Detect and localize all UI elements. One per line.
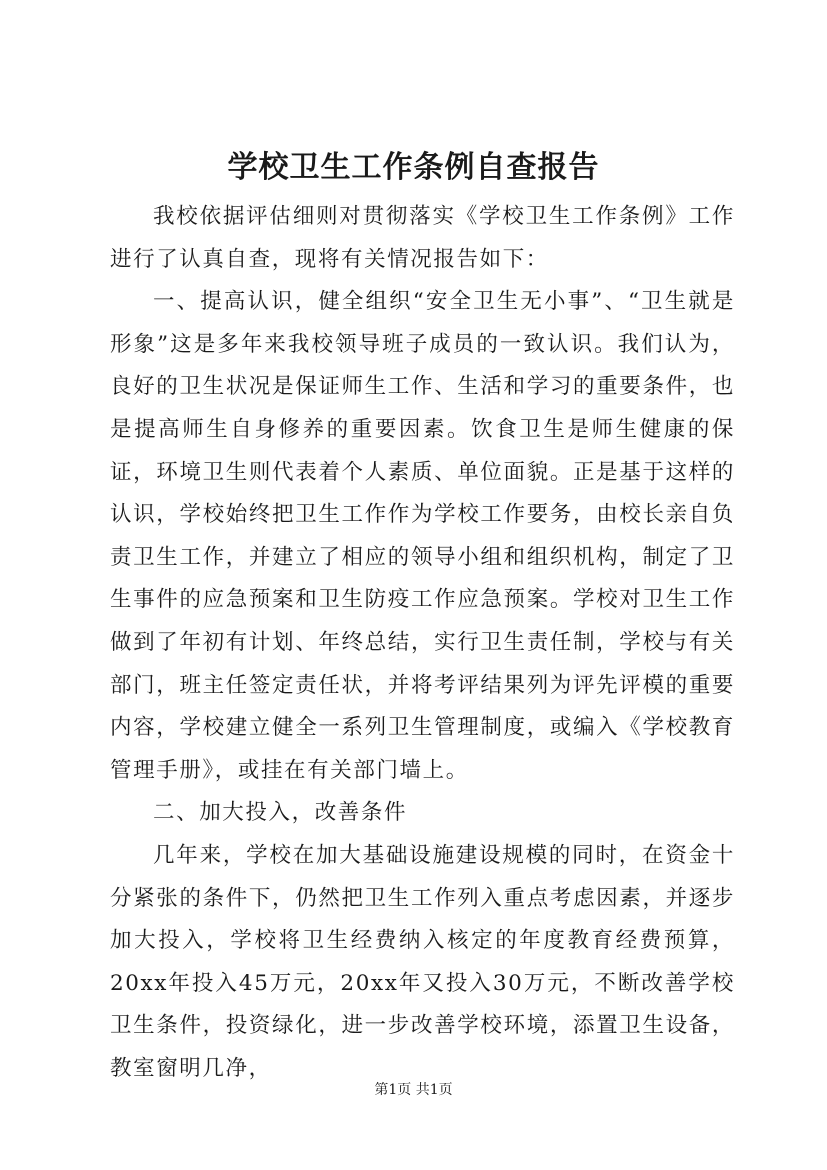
paragraph-intro: 我校依据评估细则对贯彻落实《学校卫生工作条例》工作进行了认真自查，现将有关情况报告如下：	[110, 204, 735, 272]
page-footer: 第1页 共1页	[374, 1082, 453, 1098]
document-body	[110, 196, 735, 1090]
paragraph-section-two-body: 几年来，学校在加大基础设施建设规模的同时，在资金十分紧张的条件下，仍然把卫生工作列入重点考虑因素，并逐步加大投入，学校将卫生经费纳入核定的年度教育经费预算，20xx年投入45万元，20xx年又投入30万元，不断改善学校卫生条件，投资绿化，进一步改善学校环境，添置卫生设备，教室窗明几净，	[110, 842, 735, 1081]
paragraph-section-two-heading: 二、加大投入，改善条件	[153, 800, 408, 826]
document-title: 学校卫生工作条例自查报告	[227, 150, 600, 185]
paragraph-section-one: 一、提高认识，健全组织“安全卫生无小事”、“卫生就是形象”这是多年来我校领导班子成员的一致认识。我们认为，良好的卫生状况是保证师生工作、生活和学习的重要条件，也是提高师生自身修养的重要因素。饮食卫生是师生健康的保证，环境卫生则代表着个人素质、单位面貌。正是基于这样的认识，学校始终把卫生工作作为学校工作要务，由校长亲自负责卫生工作，并建立了相应的领导小组和组织机构，制定了卫生事件的应急预案和卫生防疫工作应急预案。学校对卫生工作做到了年初有计划、年终总结，实行卫生责任制，学校与有关部门，班主任签定责任状，并将考评结果列为评先评模的重要内容，学校建立健全一系列卫生管理制度，或编入《学校教育管理手册》，或挂在有关部门墙上。	[110, 289, 735, 783]
